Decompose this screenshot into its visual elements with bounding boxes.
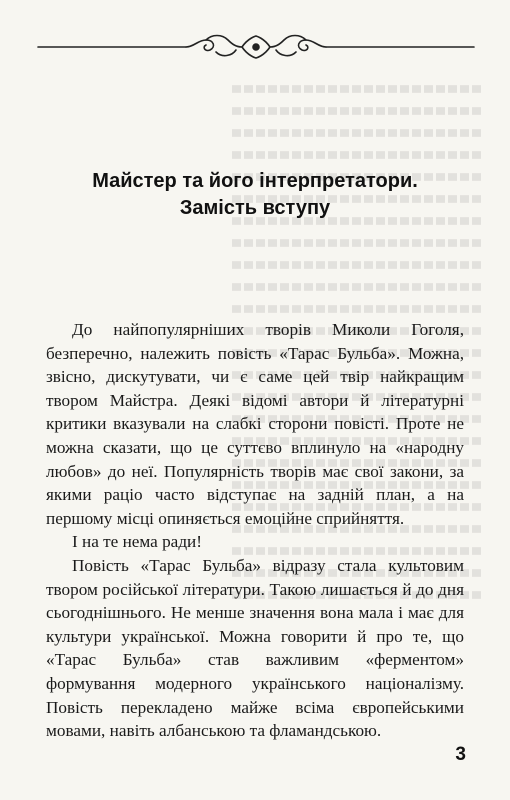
paragraph-1: До найпопулярніших творів Миколи Гоголя, безперечно, належить повість «Тарас Бульба». Можна, звісно, дискутувати, чи є саме цей твір найкращим твором Майстра. Деякі відомі автори й літературні критики вказували на слабкі сторони повісті. Проте не можна сказати, що це суттєво вплинуло на «народну любов» до неї. Популярність творів має свої закони, за якими раціо часто відступає на задній план, а на першому місці опиняється емоційне сприйняття. — [46, 320, 464, 528]
chapter-title-line-2: Замість вступу — [179, 197, 331, 219]
body-text — [46, 318, 464, 743]
page-number: 3 — [455, 744, 466, 765]
chapter-title-line-1: Майстер та його інтерпретатори. — [92, 170, 418, 192]
paragraph-2: І на те нема ради! — [72, 532, 202, 552]
paragraph-3: Повість «Тарас Бульба» відразу стала культовим твором російської літератури. Такою лишається й до дня сьогоднішнього. Не менше значення вона мала і має для культури української. Можна говорити й про те, що «Тарас Бульба» став важливим «ферментом» формування модерного українського націоналізму. Повість перекладено майже всіма європейськими мовами, навіть албанською та фламандською. — [46, 555, 464, 741]
ornamental-divider — [36, 30, 476, 62]
chapter-title — [60, 168, 450, 222]
